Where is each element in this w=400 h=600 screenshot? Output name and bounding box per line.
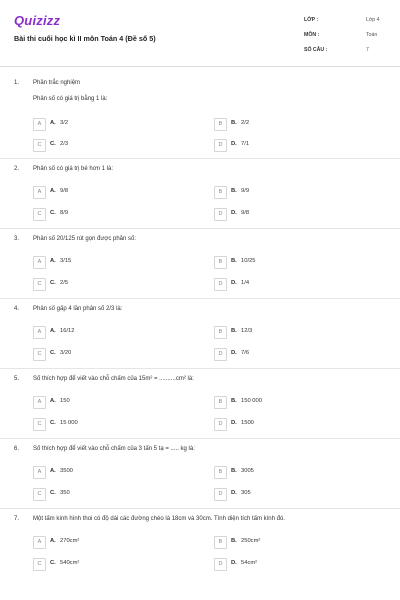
option-label: A.: [50, 120, 56, 126]
option-value: 2/2: [241, 120, 250, 126]
option-letter-box[interactable]: A: [33, 326, 46, 339]
option-label: C.: [50, 560, 56, 566]
worksheet-header: [0, 0, 400, 67]
question-divider: [0, 228, 400, 229]
option-letter-box[interactable]: A: [33, 186, 46, 199]
option-letter-box[interactable]: B: [214, 326, 227, 339]
question-number: 7.: [14, 516, 20, 522]
option-letter-box[interactable]: D: [214, 348, 227, 361]
option-value: 15 000: [60, 420, 78, 426]
question-text: Phân số có giá trị bé hơn 1 là:: [33, 166, 113, 172]
question-text: Số thích hợp để viết vào chỗ chấm của 3 tấn 5 tạ = ..... kg là:: [33, 446, 195, 452]
option-label: C.: [50, 210, 56, 216]
option-letter-box[interactable]: D: [214, 558, 227, 571]
option-letter-box[interactable]: D: [214, 278, 227, 291]
option-letter-box[interactable]: C: [33, 348, 46, 361]
meta-class-value: Lớp 4: [366, 17, 380, 23]
option-label: D.: [231, 280, 237, 286]
option-label: A.: [50, 468, 56, 474]
option-letter-box[interactable]: B: [214, 118, 227, 131]
worksheet-title: Bài thi cuối học kì II môn Toán 4 (Đề số 5): [14, 34, 156, 43]
option-label: B.: [231, 398, 237, 404]
option-value: 10/25: [241, 258, 256, 264]
option-label: C.: [50, 141, 56, 147]
option-label: D.: [231, 210, 237, 216]
question-number: 5.: [14, 376, 20, 382]
option-value: 16/12: [60, 328, 75, 334]
option-value: 270cm²: [60, 538, 80, 544]
option-label: B.: [231, 258, 237, 264]
option-value: 1/4: [241, 280, 250, 286]
option-letter-box[interactable]: A: [33, 118, 46, 131]
option-value: 3/15: [60, 258, 72, 264]
option-value: 540cm²: [60, 560, 80, 566]
question-number: 1.: [14, 80, 20, 86]
option-value: 2/5: [60, 280, 69, 286]
meta-count-label: SỐ CÂU :: [304, 47, 328, 53]
option-value: 305: [241, 490, 251, 496]
option-value: 150: [60, 398, 70, 404]
question-divider: [0, 298, 400, 299]
option-value: 3/20: [60, 350, 72, 356]
option-label: D.: [231, 560, 237, 566]
question-divider: [0, 158, 400, 159]
option-letter-box[interactable]: D: [214, 418, 227, 431]
option-letter-box[interactable]: D: [214, 488, 227, 501]
option-value: 54cm²: [241, 560, 258, 566]
option-letter-box[interactable]: C: [33, 139, 46, 152]
quizizz-logo: Quizizz: [14, 13, 61, 28]
option-label: B.: [231, 468, 237, 474]
meta-count-value: 7: [366, 47, 369, 53]
option-label: D.: [231, 141, 237, 147]
question-number: 2.: [14, 166, 20, 172]
option-letter-box[interactable]: A: [33, 466, 46, 479]
question-divider: [0, 438, 400, 439]
option-letter-box[interactable]: C: [33, 558, 46, 571]
option-letter-box[interactable]: B: [214, 256, 227, 269]
option-label: D.: [231, 350, 237, 356]
option-label: A.: [50, 258, 56, 264]
option-value: 7/6: [241, 350, 250, 356]
option-value: 7/1: [241, 141, 250, 147]
option-value: 350: [60, 490, 70, 496]
option-label: D.: [231, 490, 237, 496]
question-divider: [0, 368, 400, 369]
option-label: A.: [50, 398, 56, 404]
option-letter-box[interactable]: C: [33, 418, 46, 431]
option-value: 9/8: [60, 188, 69, 194]
question-text: Một tấm kính hình thoi có độ dài các đường chéo là 18cm và 30cm. Tính diện tích tấm kính đó.: [33, 516, 285, 522]
option-letter-box[interactable]: A: [33, 536, 46, 549]
option-label: C.: [50, 350, 56, 356]
option-letter-box[interactable]: B: [214, 536, 227, 549]
option-value: 1500: [241, 420, 254, 426]
option-value: 3005: [241, 468, 254, 474]
question-text: Phân số 20/125 rút gọn được phân số:: [33, 236, 137, 242]
option-value: 3/2: [60, 120, 69, 126]
option-label: A.: [50, 188, 56, 194]
question-subtext: Phân số có giá trị bằng 1 là:: [33, 96, 108, 102]
option-letter-box[interactable]: B: [214, 466, 227, 479]
option-value: 8/9: [60, 210, 69, 216]
option-letter-box[interactable]: A: [33, 256, 46, 269]
option-label: C.: [50, 280, 56, 286]
option-value: 3500: [60, 468, 73, 474]
option-letter-box[interactable]: C: [33, 488, 46, 501]
option-label: B.: [231, 538, 237, 544]
question-number: 4.: [14, 306, 20, 312]
option-value: 9/9: [241, 188, 250, 194]
option-value: 9/8: [241, 210, 250, 216]
option-label: C.: [50, 420, 56, 426]
option-letter-box[interactable]: C: [33, 208, 46, 221]
option-letter-box[interactable]: A: [33, 396, 46, 409]
option-value: 150 000: [241, 398, 262, 404]
option-value: 2/3: [60, 141, 69, 147]
question-text: Phân số gấp 4 lần phân số 2/3 là:: [33, 306, 123, 312]
option-letter-box[interactable]: C: [33, 278, 46, 291]
question-text: Số thích hợp để viết vào chỗ chấm của 15m² = ..........cm² là:: [33, 376, 194, 382]
option-letter-box[interactable]: B: [214, 186, 227, 199]
question-number: 6.: [14, 446, 20, 452]
option-label: D.: [231, 420, 237, 426]
option-label: B.: [231, 328, 237, 334]
option-label: A.: [50, 538, 56, 544]
option-letter-box[interactable]: D: [214, 139, 227, 152]
meta-class-label: LỚP :: [304, 17, 319, 23]
question-number: 3.: [14, 236, 20, 242]
meta-subject-value: Toán: [366, 32, 378, 38]
option-value: 250cm²: [241, 538, 261, 544]
question-text: Phần trắc nghiệm: [33, 80, 81, 86]
option-letter-box[interactable]: B: [214, 396, 227, 409]
option-letter-box[interactable]: D: [214, 208, 227, 221]
option-label: A.: [50, 328, 56, 334]
option-label: C.: [50, 490, 56, 496]
option-label: B.: [231, 120, 237, 126]
option-value: 12/3: [241, 328, 253, 334]
question-divider: [0, 508, 400, 509]
option-label: B.: [231, 188, 237, 194]
meta-subject-label: MÔN :: [304, 32, 320, 38]
